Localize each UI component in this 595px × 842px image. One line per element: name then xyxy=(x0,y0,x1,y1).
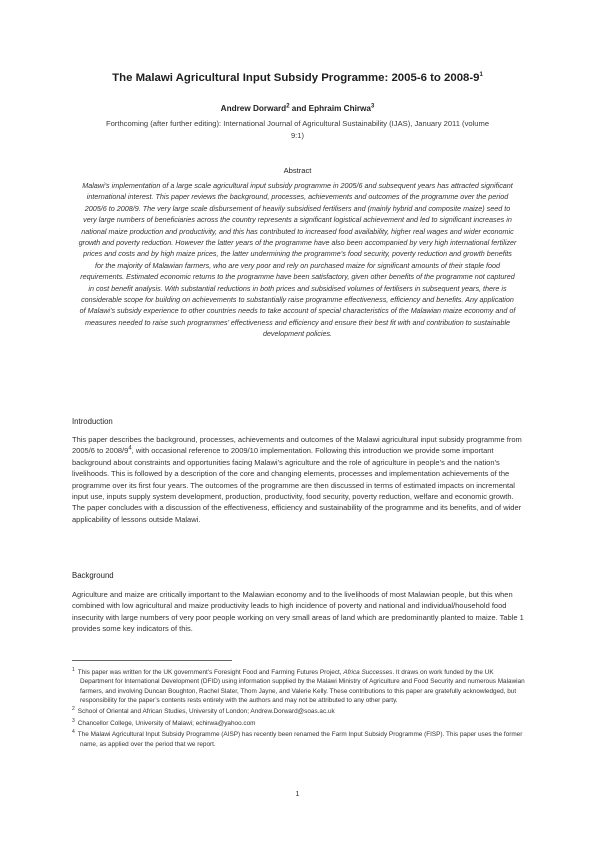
author-conjunction: and xyxy=(289,104,309,113)
footnote-text: Chancellor College, University of Malawi; echirwa@yahoo.com xyxy=(77,719,256,727)
footnote-2 xyxy=(72,705,527,716)
footnote-text: School of Oriental and African Studies, University of London; Andrew.Dorward@soas.ac.uk xyxy=(77,708,335,716)
footnote-number: 2 xyxy=(72,706,75,713)
abstract-text: Malawi’s implementation of a large scale agricultural input subsidy programme in 2005/6 and subsequent years has attracted significant international interest. This paper reviews the background, processes, achievements and outcomes of the programme over the period 2005/6 to 2008/9. The very large scale disbursement of heavily subsidised fertilisers and (mainly hybrid and composite maize) seed to very large numbers of beneficiaries across the country represents a significant logistical achievement and led to significant increases in national maize production and productivity, and this has contributed to increased food availability, higher real wages and wider economic growth and poverty reduction. However the latter years of the programme have also been accompanied by very high international fertilizer prices and costs and by high maize prices, the latter undermining the programme’s food security, poverty reduction and growth benefits for the majority of Malawian farmers, who are very poor and rely on purchased maize for significant amounts of their staple food requirements. Estimated economic returns to the programme have been satisfactory, given other benefits of the programme not captured in cost benefit analysis. With substantial reductions in both prices and subsidised volumes of fertilisers in subsequent years, there is considerable scope for building on achievements to substantially raise programme effectiveness, efficiency and benefits. Any application of Malawi’s subsidy experience to other countries needs to take account of special characteristics of the Malawian maize economy and of measures needed to raise such programmes’ effectiveness and efficiency and ensure their best fit with and contribution to sustainable development policies. xyxy=(78,181,517,339)
introduction-text-start: This paper describes the background, processes, achievements and outcomes of the Malawi agricultural input subsidy programme from 2005/6 to 2008/9 xyxy=(72,435,522,456)
footnote-title-italic: Africa Successes xyxy=(343,669,393,677)
author-footnote-marker-2[interactable]: 2 xyxy=(286,103,290,110)
footnote-text-continued: . It draws on work funded by the UK Department for International Development (DFID) using information supplied by the Malawi Ministry of Agriculture and Food Security and numerous Malawian farmers, and involving Duncan Boughton, Rachel Slater, Thom Jayne, and Valerie Kelly. These contributions to this paper are gratefully acknowledged, but responsibility for the paper’s contents rests entirely with the authors and may not be attributed to any other party. xyxy=(80,669,525,705)
intro-footnote-marker-4[interactable]: 4 xyxy=(128,445,132,452)
introduction-text-end: , with occasional reference to 2009/10 implementation. Following this introduction we provide some important background about constraints and opportunities facing Malawi’s agriculture and the role of agriculture in people’s and the nation’s livelihoods. This is followed by a description of the core and changing elements, processes and implementation achievements of the programme over its first four years. The outcomes of the programme are then discussed in terms of estimated impacts on incremental input use, inputs supply system development, production, productivity, food security, poverty reduction, welfare and economic growth. The paper concludes with a discussion of the effectiveness, efficiency and sustainability of the programme and its benefits, and of wider applicability of lessons outside Malawi. xyxy=(72,446,522,524)
footnote-3 xyxy=(72,717,527,728)
paper-title xyxy=(60,72,535,84)
author-chirwa: Ephraim Chirwa xyxy=(308,104,371,113)
abstract-heading: Abstract xyxy=(283,166,312,175)
footnote-1 xyxy=(72,666,527,705)
author-footnote-marker-3[interactable]: 3 xyxy=(370,103,375,110)
footnote-number: 3 xyxy=(72,717,75,724)
author-line xyxy=(60,104,535,113)
background-heading: Background xyxy=(72,571,114,580)
footnote-text: The Malawi Agricultural Input Subsidy Programme (AISP) has recently been renamed the Farm Input Subsidy Programme (FISP). This paper uses the former name, as applied over the period that we report. xyxy=(77,731,523,748)
introduction-paragraph xyxy=(72,434,527,525)
page-number: 1 xyxy=(295,789,300,798)
footnote-number: 1 xyxy=(72,667,75,673)
footnote-separator xyxy=(72,660,232,661)
footnotes xyxy=(72,666,527,749)
title-footnote-marker[interactable]: 1 xyxy=(479,72,483,79)
introduction-heading: Introduction xyxy=(72,417,113,426)
footnote-4 xyxy=(72,728,527,749)
background-paragraph: Agriculture and maize are critically important to the Malawian economy and to the livelihoods of most Malawian people, but this when combined with low agricultural and maize productivity leads to high incidence of poverty and national and individual/household food insecurity with large numbers of very poor people working on very small areas of land which are predominantly planted to maize. Table 1 provides some key indicators of this. xyxy=(72,590,524,634)
author-dorward: Andrew Dorward xyxy=(220,104,287,113)
publication-note: Forthcoming (after further editing): International Journal of Agricultural Sustainability (IJAS), January 2011 (volume 9:1) xyxy=(105,119,490,140)
footnote-number: 4 xyxy=(72,729,75,736)
title-text: The Malawi Agricultural Input Subsidy Programme: 2005-6 to 2008-9 xyxy=(112,72,480,84)
footnote-text: This paper was written for the UK government’s Foresight Food and Farming Futures Project, xyxy=(77,669,344,677)
